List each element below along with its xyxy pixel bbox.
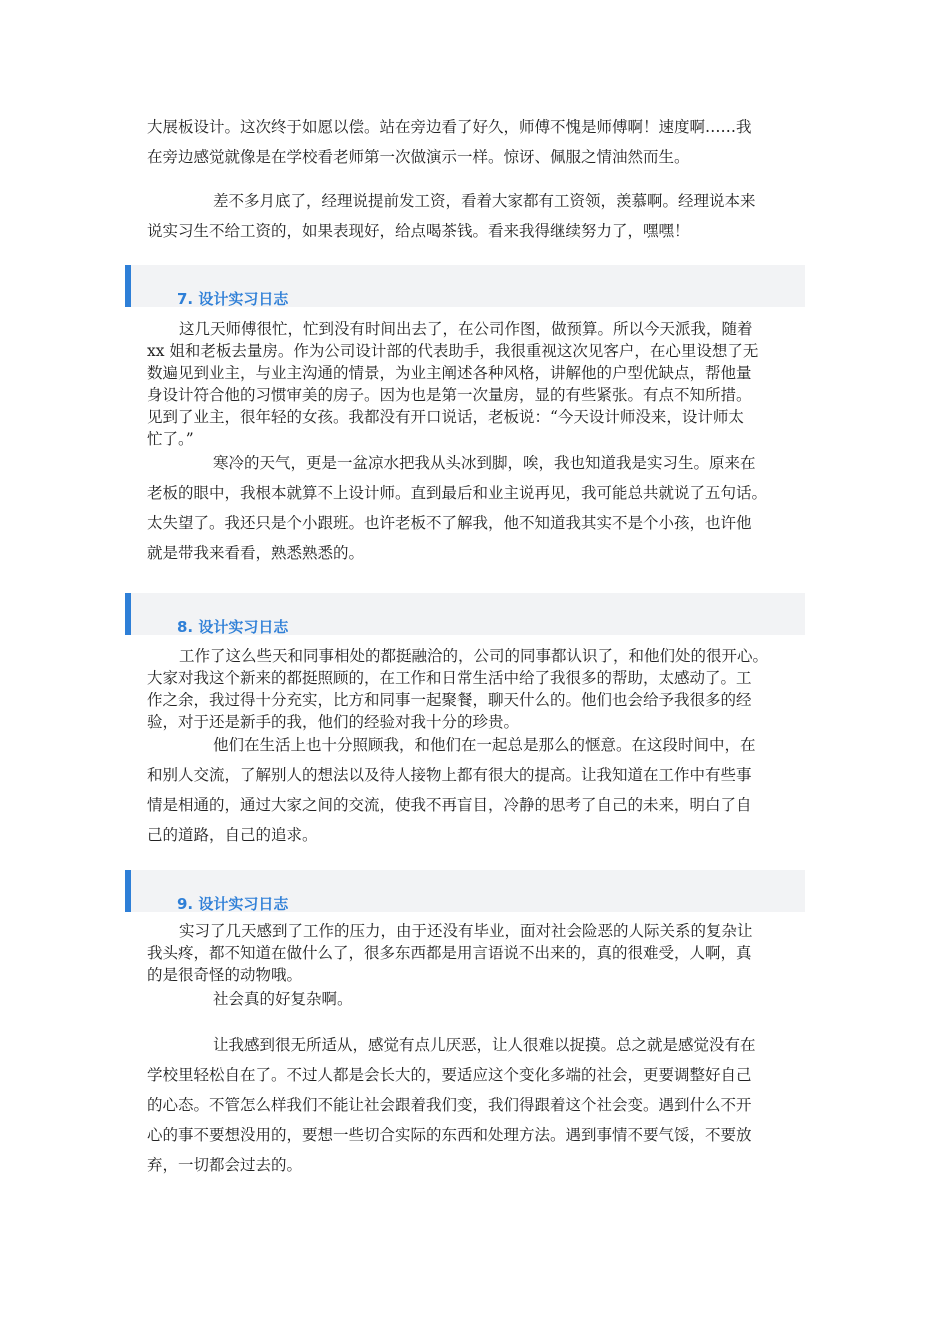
section-9-title: 9. 设计实习日志 bbox=[177, 895, 289, 913]
heading-accent-bar bbox=[125, 593, 131, 635]
text-line: 情是相通的，通过大家之间的交流，使我不再盲目，冷静的思考了自己的未来，明白了自 bbox=[147, 796, 752, 814]
text-line: 见到了业主，很年轻的女孩。我都没有开口说话，老板说：“今天设计师没来，设计师太 bbox=[147, 408, 744, 426]
text-line: 的心态。不管怎么样我们不能让社会跟着我们变，我们得跟着这个社会变。遇到什么不开 bbox=[147, 1096, 752, 1114]
section-8-title: 8. 设计实习日志 bbox=[177, 618, 289, 636]
top-paragraph-1 bbox=[147, 112, 807, 172]
text-line: 的是很奇怪的动物哦。 bbox=[147, 966, 303, 984]
section-7-heading bbox=[125, 265, 805, 307]
text-line: 太失望了。我还只是个小跟班。也许老板不了解我，他不知道我其实不是个小孩，也许他 bbox=[147, 514, 752, 532]
text-line: 就是带我来看看，熟悉熟悉的。 bbox=[147, 544, 365, 562]
heading-accent-bar bbox=[125, 265, 131, 307]
section-7-paragraph-2 bbox=[147, 448, 807, 568]
text-line: 让我感到很无所适从，感觉有点儿厌恶，让人很难以捉摸。总之就是感觉没有在 bbox=[213, 1036, 756, 1054]
text-line: 说实习生不给工资的，如果表现好，给点喝茶钱。看来我得继续努力了，嘿嘿！ bbox=[147, 222, 690, 240]
text-line: 实习了几天感到了工作的压力，由于还没有毕业，面对社会险恶的人际关系的复杂让 bbox=[179, 922, 753, 940]
text-line: 弃，一切都会过去的。 bbox=[147, 1156, 303, 1174]
section-9-paragraph-3 bbox=[147, 1030, 807, 1180]
text-line: 差不多月底了，经理说提前发工资，看着大家都有工资领，羡慕啊。经理说本来 bbox=[213, 192, 756, 210]
text-line: 寒冷的天气，更是一盆凉水把我从头冰到脚，唉，我也知道我是实习生。原来在 bbox=[213, 454, 756, 472]
section-9-paragraph-2 bbox=[147, 988, 807, 1010]
text-line: 他们在生活上也十分照顾我，和他们在一起总是那么的惬意。在这段时间中，在 bbox=[213, 736, 756, 754]
section-8-paragraph-2 bbox=[147, 730, 807, 850]
section-9-heading bbox=[125, 870, 805, 912]
section-9-paragraph-1 bbox=[147, 920, 807, 986]
text-line: 社会真的好复杂啊。 bbox=[213, 990, 353, 1008]
section-8-heading bbox=[125, 593, 805, 635]
text-line: 工作了这么些天和同事相处的都挺融洽的，公司的同事都认识了，和他们处的很开心。 bbox=[179, 647, 769, 665]
text-line: 我头疼，都不知道在做什么了，很多东西都是用言语说不出来的，真的很难受，人啊，真 bbox=[147, 944, 752, 962]
top-paragraph-2 bbox=[147, 186, 807, 246]
text-line: 作之余，我过得十分充实，比方和同事一起聚餐，聊天什么的。他们也会给予我很多的经 bbox=[147, 691, 752, 709]
text-line: xx 姐和老板去量房。作为公司设计部的代表助手，我很重视这次见客户，在心里设想了无 bbox=[147, 342, 759, 360]
text-line: 这几天师傅很忙，忙到没有时间出去了，在公司作图，做预算。所以今天派我，随着 bbox=[179, 320, 753, 338]
text-line: 和别人交流，了解别人的想法以及待人接物上都有很大的提高。让我知道在工作中有些事 bbox=[147, 766, 752, 784]
heading-accent-bar bbox=[125, 870, 131, 912]
text-line: 己的道路，自己的追求。 bbox=[147, 826, 318, 844]
text-line: 大展板设计。这次终于如愿以偿。站在旁边看了好久，师傅不愧是师傅啊！速度啊……我 bbox=[147, 118, 752, 136]
text-line: 学校里轻松自在了。不过人都是会长大的，要适应这个变化多端的社会，更要调整好自己 bbox=[147, 1066, 752, 1084]
text-line: 老板的眼中，我根本就算不上设计师。直到最后和业主说再见，我可能总共就说了五句话。 bbox=[147, 484, 768, 502]
section-7-paragraph-1 bbox=[147, 318, 807, 450]
text-line: 身设计符合他的习惯审美的房子。因为也是第一次量房，显的有些紧张。有点不知所措。 bbox=[147, 386, 752, 404]
text-line: 验，对于还是新手的我，他们的经验对我十分的珍贵。 bbox=[147, 713, 520, 731]
text-line: 心的事不要想没用的，要想一些切合实际的东西和处理方法。遇到事情不要气馁，不要放 bbox=[147, 1126, 752, 1144]
text-line: 大家对我这个新来的都挺照顾的，在工作和日常生活中给了我很多的帮助，太感动了。工 bbox=[147, 669, 752, 687]
text-line: 在旁边感觉就像是在学校看老师第一次做演示一样。惊讶、佩服之情油然而生。 bbox=[147, 148, 690, 166]
text-line: 忙了。” bbox=[147, 430, 194, 448]
text-line: 数遍见到业主，与业主沟通的情景，为业主阐述各种风格，讲解他的户型优缺点，帮他量 bbox=[147, 364, 752, 382]
section-8-paragraph-1 bbox=[147, 645, 807, 733]
section-7-title: 7. 设计实习日志 bbox=[177, 290, 289, 308]
